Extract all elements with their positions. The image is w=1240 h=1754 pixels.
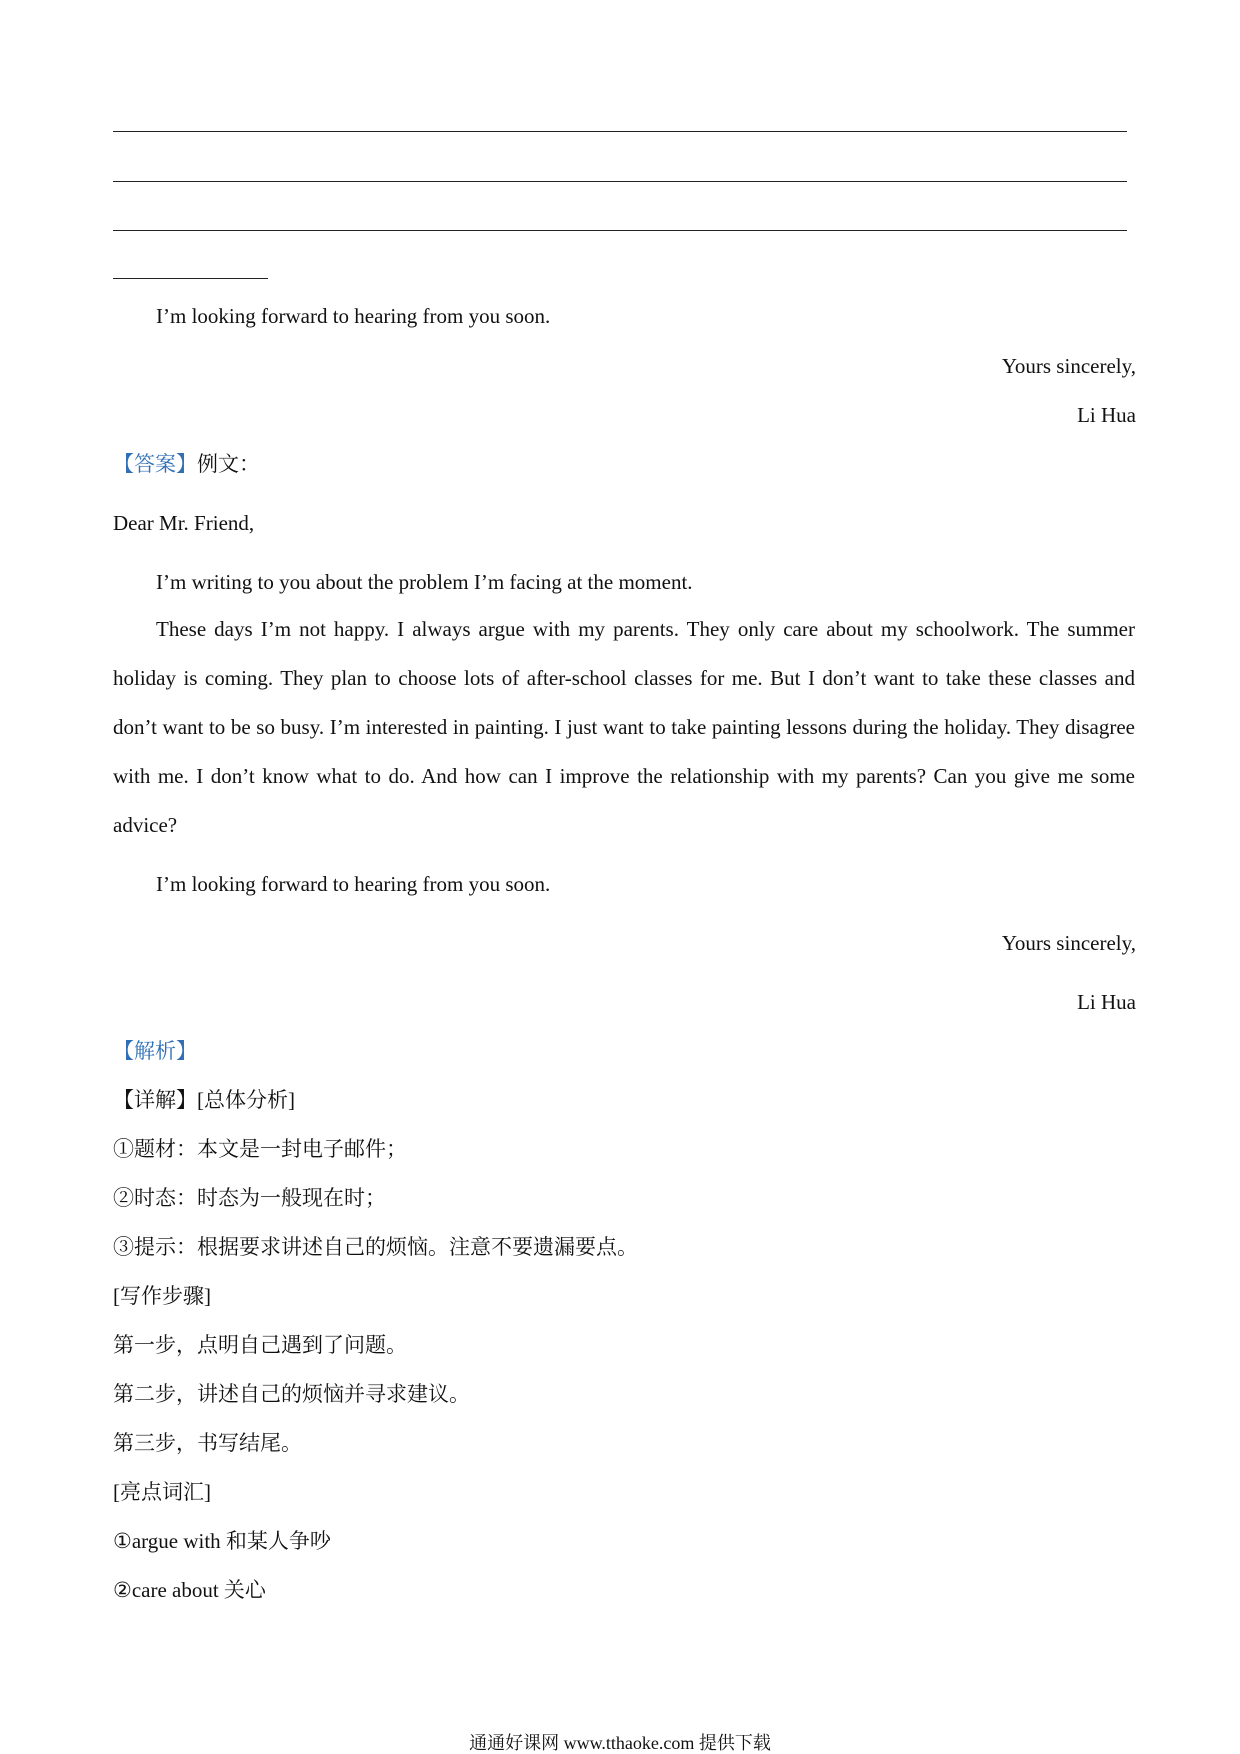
page-footer: 通通好课网 www.tthaoke.com 提供下载 <box>469 1733 771 1753</box>
closing-line: I’m looking forward to hearing from you soon. <box>156 872 551 896</box>
steps-heading: [写作步骤] <box>113 1284 211 1308</box>
writing-step: 第二步，讲述自己的烦恼并寻求建议。 <box>113 1382 470 1406</box>
greeting: Dear Mr. Friend, <box>113 511 255 535</box>
vocab-item: ①argue with 和某人争吵 <box>113 1529 331 1553</box>
vocab-heading: [亮点词汇] <box>113 1480 211 1504</box>
body-paragraph: These days I’m not happy. I always argue with my parents. They only care about my schoolwork. The summer holiday is coming. They plan to choose lots of after-school classes for me. But I don’t want to take these classes and don’t want to be so busy. I’m interested in painting. I just want to take painting lessons during the holiday. They disagree with me. I don’t know what to do. And how can I improve the relationship with my parents? Can you give me some advice? <box>113 617 1135 837</box>
answer-heading <box>113 451 260 477</box>
signature: Li Hua <box>1077 990 1136 1014</box>
writing-step: 第三步，书写结尾。 <box>113 1431 302 1455</box>
sign-off: Yours sincerely, <box>1001 354 1136 378</box>
opening-line: I’m writing to you about the problem I’m facing at the moment. <box>156 570 693 594</box>
writing-step: 第一步，点明自己遇到了问题。 <box>113 1333 407 1357</box>
vocab-item: ②care about 关心 <box>113 1578 266 1602</box>
sign-off: Yours sincerely, <box>1001 931 1136 955</box>
closing-line: I’m looking forward to hearing from you soon. <box>156 304 551 328</box>
answer-blank-line <box>113 131 1127 132</box>
detail-heading: 【详解】[总体分析] <box>113 1088 295 1112</box>
answer-label: 例文： <box>197 452 260 476</box>
answer-blank-line-short <box>113 278 268 279</box>
analysis-point: ③提示：根据要求讲述自己的烦恼。注意不要遗漏要点。 <box>113 1235 638 1259</box>
analysis-point: ②时态：时态为一般现在时； <box>113 1186 386 1210</box>
signature: Li Hua <box>1077 403 1136 427</box>
analysis-point: ①题材：本文是一封电子邮件； <box>113 1137 407 1161</box>
answer-blank-line <box>113 181 1127 182</box>
analysis-tag: 【解析】 <box>113 1039 197 1063</box>
answer-tag: 【答案】 <box>113 452 197 476</box>
answer-blank-line <box>113 230 1127 231</box>
